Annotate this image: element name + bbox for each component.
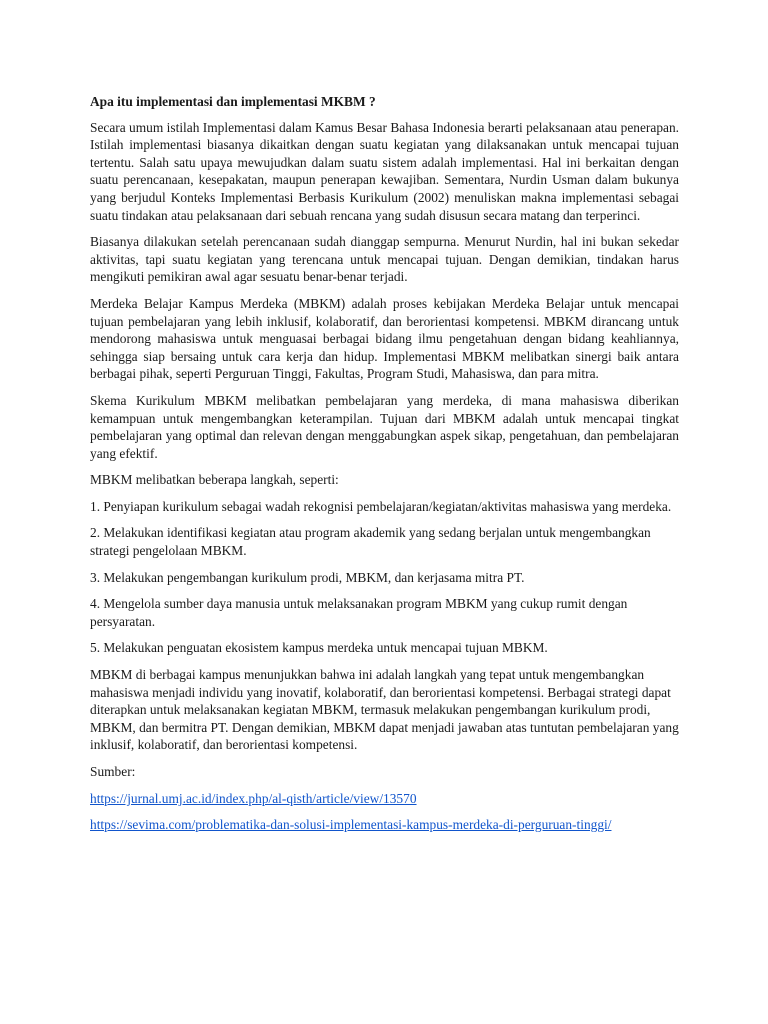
document-page	[90, 93, 679, 843]
list-item: 2. Melakukan identifikasi kegiatan atau program akademik yang sedang berjalan untuk mengembangkan strategi pengelolaan MBKM.	[90, 525, 651, 559]
paragraph-mbkm-definisi: Merdeka Belajar Kampus Merdeka (MBKM) adalah proses kebijakan Merdeka Belajar untuk mencapai tujuan pembelajaran yang lebih inklusif, kolaboratif, dan berorientasi kompetensi. MBKM dirancang untuk mendorong mahasiswa untuk menguasai berbagai bidang ilmu pengetahuan dengan bidang keahliannya, sehingga siap bersaing untuk cara kerja dan hidup. Implementasi MBKM melibatkan sinergi baik antara berbagai pihak, seperti Perguruan Tinggi, Fakultas, Program Studi, Mahasiswa, dan para mitra.	[90, 295, 679, 382]
list-item: 5. Melakukan penguatan ekosistem kampus merdeka untuk mencapai tujuan MBKM.	[90, 640, 548, 656]
paragraph-conclusion: MBKM di berbagai kampus menunjukkan bahwa ini adalah langkah yang tepat untuk mengembangkan mahasiswa menjadi individu yang inovatif, kolaboratif, dan berorientasi kompetensi. Berbagai strategi dapat diterapkan untuk melaksanakan kegiatan MBKM, termasuk melakukan pengembangan kurikulum prodi, MBKM, dan bermitra PT. Dengan demikian, MBKM dapat menjadi jawaban atas tuntutan pembelajaran yang inklusif, kolaboratif, dan berorientasi kompetensi.	[90, 667, 679, 753]
list-item: 4. Mengelola sumber daya manusia untuk melaksanakan program MBKM yang cukup rumit dengan persyaratan.	[90, 596, 628, 629]
steps-intro: MBKM melibatkan beberapa langkah, seperti:	[90, 472, 339, 488]
list-item: 3. Melakukan pengembangan kurikulum prodi, MBKM, dan kerjasama mitra PT.	[90, 569, 525, 585]
source-link-sevima[interactable]: https://sevima.com/problematika-dan-solusi-implementasi-kampus-merdeka-di-perguruan-tinggi/	[90, 817, 612, 833]
paragraph-implementasi-definisi: Secara umum istilah Implementasi dalam Kamus Besar Bahasa Indonesia berarti pelaksanaan atau penerapan. Istilah implementasi biasanya dikaitkan dengan suatu kegiatan yang dilaksanakan untuk mencapai tujuan tertentu. Salah satu upaya mewujudkan dalam suatu sistem adalah implementasi. Hal ini berkaitan dengan suatu perencanaan, kesepakatan, maupun penerapan kewajiban. Sementara, Nurdin Usman dalam bukunya yang berjudul Konteks Implementasi Berbasis Kurikulum (2002) menuliskan makna implementasi sebagai suatu tindakan atau pelaksanaan dari sebuah rencana yang sudah disusun secara matang dan terperinci.	[90, 119, 679, 223]
sources-label: Sumber:	[90, 764, 136, 779]
list-item: 1. Penyiapan kurikulum sebagai wadah rekognisi pembelajaran/kegiatan/aktivitas mahasiswa yang merdeka.	[90, 498, 672, 514]
paragraph-skema-kurikulum: Skema Kurikulum MBKM melibatkan pembelajaran yang merdeka, di mana mahasiswa diberikan kemampuan untuk mengembangkan keterampilan. Tujuan dari MBKM adalah untuk mencapai tingkat pembelajaran yang optimal dan relevan dengan menggabungkan aspek sikap, pengetahuan, dan pembelajaran yang efektif.	[90, 392, 679, 461]
document-title: Apa itu implementasi dan implementasi MKBM ?	[90, 94, 376, 109]
paragraph-implementasi-waktu: Biasanya dilakukan setelah perencanaan sudah dianggap sempurna. Menurut Nurdin, hal ini bukan sekedar aktivitas, tapi suatu kegiatan yang terencana untuk mencapai tujuan. Dengan demikian, tindakan harus mengikuti pemikiran awal agar sesuatu benar-benar terjadi.	[90, 234, 679, 285]
source-link-umj[interactable]: https://jurnal.umj.ac.id/index.php/al-qisth/article/view/13570	[90, 790, 417, 806]
